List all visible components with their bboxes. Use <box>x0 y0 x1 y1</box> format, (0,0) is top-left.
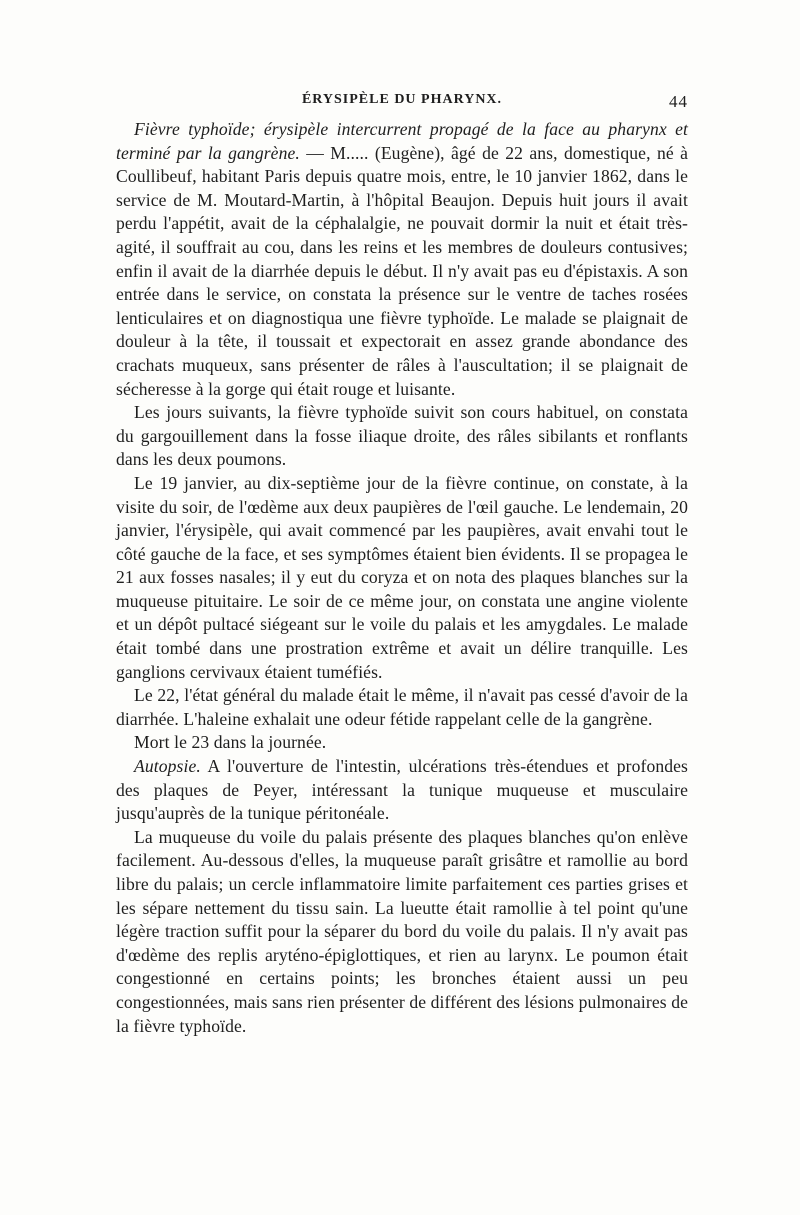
paragraph-death: Mort le 23 dans la journée. <box>134 732 327 753</box>
running-title: ÉRYSIPÈLE DU PHARYNX. <box>301 92 503 107</box>
case-intro: — M..... (Eugène), âgé de 22 ans, domestique, né à Coullibeuf, habitant Paris depuis quatre mois, entre, le 10 janvier 1862, dans le service de M. Moutard-Martin, à l'hôpital Beaujon. Depuis huit jours il avait perdu l'appétit, avait de la céphalalgie, ne pouvait dormir la nuit et était très-agité, il souffrait au cou, dans les reins et les membres de douleurs contusives; enfin il avait de la diarrhée depuis le début. Il n'y avait pas eu d'épistaxis. A son entrée dans le service, on constata la présence sur le ventre de taches rosées lenticulaires et on diagnostiqua une fièvre typhoïde. Le malade se plaignait de douleur à la tête, il toussait et expectorait en assez grande abondance des crachats muqueux, sans présenter de râles à l'auscultation; il se plaignait de sécheresse à la gorge qui était rouge et luisante. <box>116 142 689 399</box>
book-page <box>116 92 688 1038</box>
page-header <box>116 92 688 118</box>
case-title: Fièvre typhoïde; érysipèle intercurrent propagé de la face au pharynx et terminé par la gangrène. <box>116 119 688 163</box>
autopsy-paragraph <box>116 755 688 826</box>
paragraph-january-22: Le 22, l'état général du malade était le même, il n'avait pas cessé d'avoir de la diarrhée. L'haleine exhalait une odeur fétide rappelant celle de la gangrène. <box>116 685 688 729</box>
case-intro-paragraph <box>116 118 688 401</box>
paragraph-palate-findings: La muqueuse du voile du palais présente des plaques blanches qu'on enlève facilement. Au-dessous d'elles, la muqueuse paraît grisâtre et ramollie au bord libre du palais; un cercle inflammatoire limite parfaitement ces parties grises et les sépare nettement du tissu sain. La lueutte était ramollie à tel point qu'une légère traction suffit pour la séparer du bord du voile du palais. Il n'y avait pas d'œdème des replis aryténo-épiglottiques, et rien au larynx. Le poumon était congestionné en certains points; les bronches étaient aussi un peu congestionnées, mais sans rien présenter de différent des lésions pulmonaires de la fièvre typhoïde. <box>116 826 688 1036</box>
autopsy-label: Autopsie. <box>134 756 201 777</box>
paragraph-following-days: Les jours suivants, la fièvre typhoïde suivit son cours habituel, on constata du gargouillement dans la fosse iliaque droite, des râles sibilants et ronflants dans les deux poumons. <box>116 402 688 470</box>
paragraph-january-19: Le 19 janvier, au dix-septième jour de la fièvre continue, on constate, à la visite du soir, de l'œdème aux deux paupières de l'œil gauche. Le lendemain, 20 janvier, l'érysipèle, qui avait commencé par les paupières, avait envahi tout le côté gauche de la face, et ses symptômes étaient bien évidents. Il se propagea le 21 aux fosses nasales; il y eut du coryza et on nota des plaques blanches sur la muqueuse pituitaire. Le soir de ce même jour, on constata une angine violente et un dépôt pultacé siégeant sur le voile du palais et les amygdales. Le malade était tombé dans une prostration extrême et avait un délire tranquille. Les ganglions cervivaux étaient tuméfiés. <box>116 472 688 682</box>
body-text <box>116 118 688 1038</box>
page-number: 44 <box>669 92 688 111</box>
autopsy-text: A l'ouverture de l'intestin, ulcérations très-étendues et profondes des plaques de Peyer, intéressant la tunique muqueuse et musculaire jusqu'auprès de la tunique péritonéale. <box>116 756 688 824</box>
